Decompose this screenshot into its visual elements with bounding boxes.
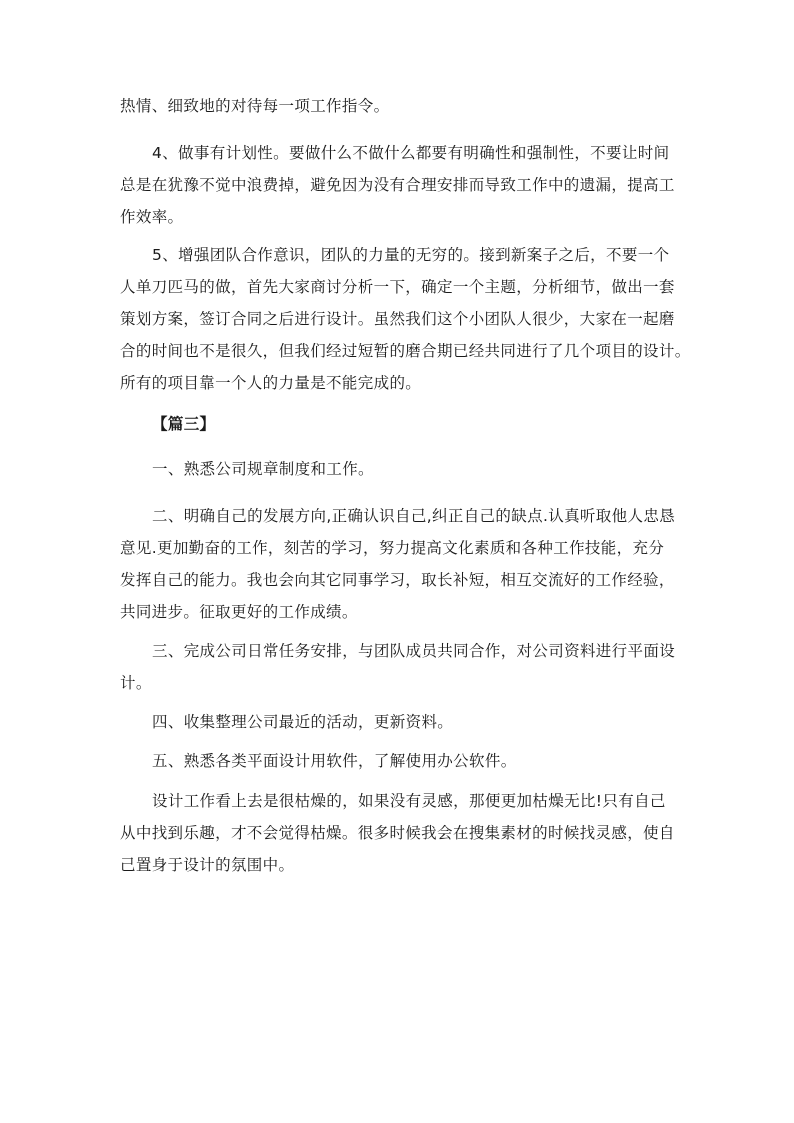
paragraph-line: 五、熟悉各类平面设计用软件，了解使用办公软件。 xyxy=(152,752,517,770)
paragraph-line: 合的时间也不是很久，但我们经过短暂的磨合期已经共同进行了几个项目的设计。 xyxy=(120,342,691,360)
paragraph-line: 己置身于设计的氛围中。 xyxy=(120,856,295,874)
paragraph-line: 意见.更加勤奋的工作，刻苦的学习，努力提高文化素质和各种工作技能，充分 xyxy=(120,539,665,557)
paragraph-line: 人单刀匹马的做，首先大家商讨分析一下，确定一个主题，分析细节，做出一套 xyxy=(120,278,675,296)
section-heading: 【篇三】 xyxy=(152,415,216,433)
paragraph-line: 策划方案，签订合同之后进行设计。虽然我们这个小团队人很少，大家在一起磨 xyxy=(120,310,675,328)
paragraph-line: 计。 xyxy=(120,674,152,692)
paragraph-line: 作效率。 xyxy=(120,208,184,226)
paragraph-line: 三、完成公司日常任务安排，与团队成员共同合作，对公司资料进行平面设 xyxy=(152,642,676,660)
paragraph-line: 热情、细致地的对待每一项工作指令。 xyxy=(120,97,390,115)
paragraph-line: 二、明确自己的发展方向,正确认识自己,纠正自己的缺点.认真听取他人忠恳 xyxy=(152,507,676,525)
paragraph-line: 共同进步。征取更好的工作成绩。 xyxy=(120,603,358,621)
paragraph-line: 5、增强团队合作意识，团队的力量的无穷的。接到新案子之后，不要一个 xyxy=(152,246,670,264)
paragraph-line: 设计工作看上去是很枯燥的，如果没有灵感，那便更加枯燥无比!只有自己 xyxy=(152,792,666,810)
paragraph-line: 4、做事有计划性。要做什么不做什么都要有明确性和强制性，不要让时间 xyxy=(152,144,670,162)
paragraph-line: 一、熟悉公司规章制度和工作。 xyxy=(152,460,374,478)
paragraph-line: 从中找到乐趣，才不会觉得枯燥。很多时候我会在搜集素材的时候找灵感，使自 xyxy=(120,824,675,842)
paragraph-line: 四、收集整理公司最近的活动，更新资料。 xyxy=(152,713,454,731)
paragraph-line: 总是在犹豫不觉中浪费掉，避免因为没有合理安排而导致工作中的遗漏，提高工 xyxy=(120,176,675,194)
paragraph-line: 所有的项目靠一个人的力量是不能完成的。 xyxy=(120,374,422,392)
paragraph-line: 发挥自己的能力。我也会向其它同事学习，取长补短，相互交流好的工作经验， xyxy=(120,571,675,589)
